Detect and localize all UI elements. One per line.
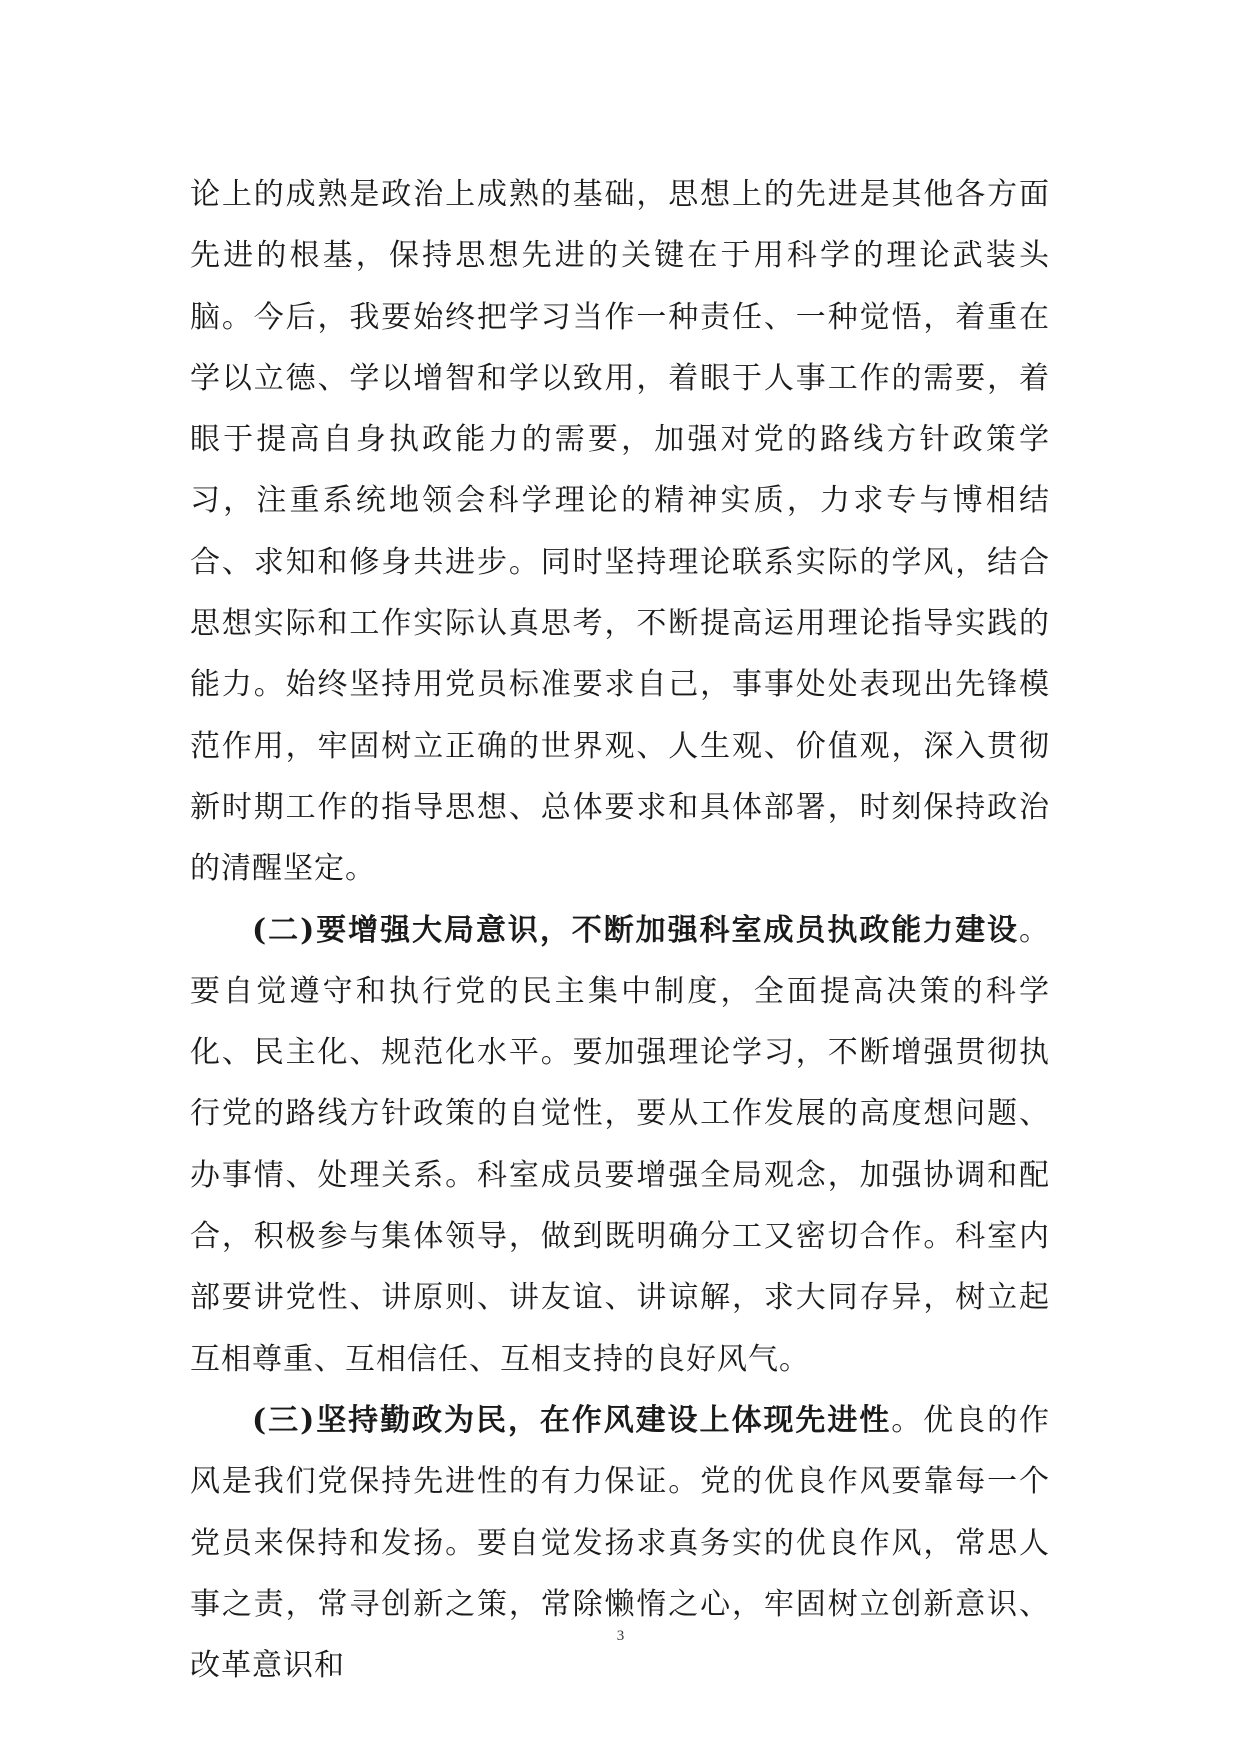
paragraph-text: 。优良的作风是我们党保持先进性的有力保证。党的优良作风要靠每一个党员来保持和发扬。要自觉发扬求真务实的优良作风，常思人事之责，常寻创新之策，常除懒惰之心，牢固树立创新意识、改革意识和 xyxy=(190,1402,1051,1684)
paragraph-text: 。要自觉遵守和执行党的民主集中制度，全面提高决策的科学化、民主化、规范化水平。要加强理论学习，不断增强贯彻执行党的路线方针政策的自觉性，要从工作发展的高度想问题、办事情、处理关系。科室成员要增强全局观念，加强协调和配合，积极参与集体领导，做到既明确分工又密切合作。科室内部要讲党性、讲原则、讲友谊、讲谅解，求大同存异，树立起互相尊重、互相信任、互相支持的良好风气。 xyxy=(190,912,1050,1377)
paragraph-text: 论上的成熟是政治上成熟的基础，思想上的先进是其他各方面先进的根基，保持思想先进的关键在于用科学的理论武装头脑。今后，我要始终把学习当作一种责任、一种觉悟，着重在学以立德、学以增智和学以致用，着眼于人事工作的需要，着眼于提高自身执政能力的需要，加强对党的路线方针政策学习，注重系统地领会科学理论的精神实质，力求专与博相结合、求知和修身共进步。同时坚持理论联系实际的学风，结合思想实际和工作实际认真思考，不断提高运用理论指导实践的能力。始终坚持用党员标准要求自己，事事处处表现出先锋模范作用，牢固树立正确的世界观、人生观、价值观，深入贯彻新时期工作的指导思想、总体要求和具体部署，时刻保持政治的清醒坚定。 xyxy=(190,177,1050,887)
paragraph-continued xyxy=(190,164,1050,900)
paragraph-section-2 xyxy=(190,900,1050,1390)
page-number: 3 xyxy=(616,1628,625,1644)
document-body xyxy=(190,164,1050,1696)
section-heading: (三)坚持勤政为民，在作风建设上体现先进性 xyxy=(252,1402,892,1438)
section-heading: (二)要增强大局意识，不断加强科室成员执政能力建设 xyxy=(252,912,1019,948)
paragraph-section-3 xyxy=(190,1390,1050,1696)
